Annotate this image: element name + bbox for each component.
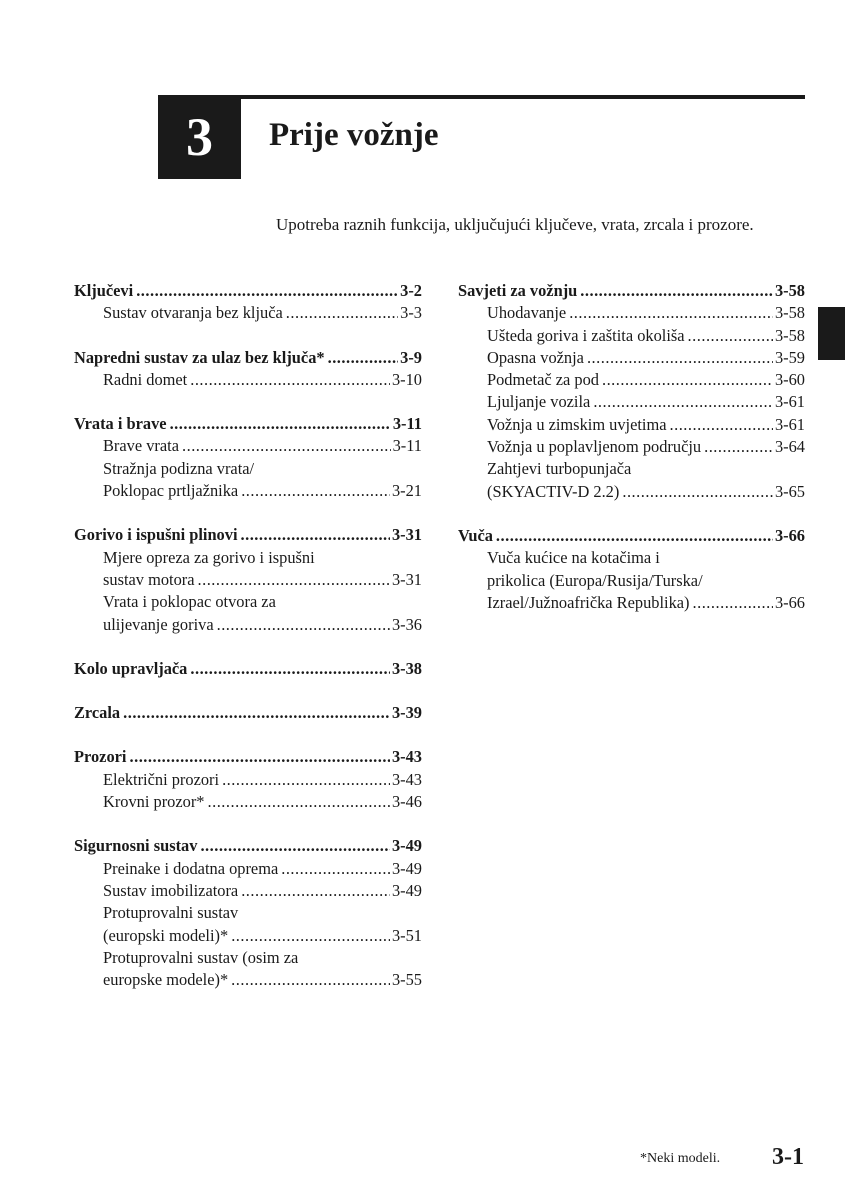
toc-item[interactable] [74, 925, 422, 947]
toc-right-column [458, 280, 805, 636]
toc-item-page: 3-51 [391, 925, 422, 945]
dot-leader [281, 858, 390, 880]
toc-item[interactable] [458, 347, 805, 369]
toc-item-text: Mjere opreza za gorivo i ispušni [103, 547, 315, 567]
chapter-header-rule [158, 95, 805, 99]
chapter-title: Prije vožnje [269, 117, 439, 153]
toc-item-page: 3-65 [774, 481, 805, 501]
toc-item-text: prikolica (Europa/Rusija/Turska/ [487, 570, 703, 590]
toc-heading-label: Vrata i brave [74, 414, 167, 434]
toc-heading-label: Kolo upravljača [74, 658, 188, 678]
toc-section [458, 280, 805, 503]
toc-heading[interactable] [74, 524, 422, 546]
dot-leader [688, 325, 773, 347]
dot-leader [328, 347, 399, 369]
toc-item-page: 3-61 [774, 392, 805, 412]
toc-item-label: Poklopac prtljažnika [103, 481, 239, 501]
toc-item-label: Sustav imobilizatora [103, 880, 239, 900]
toc-heading-label: Napredni sustav za ulaz bez ključa* [74, 347, 325, 367]
toc-heading-page: 3-49 [391, 836, 422, 856]
toc-item-label: Električni prozori [103, 769, 220, 789]
toc-item[interactable] [74, 769, 422, 791]
toc-item-page: 3-64 [774, 437, 805, 457]
chapter-intro: Upotreba raznih funkcija, uključujući ključeve, vrata, zrcala i prozore. [276, 215, 754, 234]
toc-heading[interactable] [74, 658, 422, 680]
toc-item-label: Preinake i dodatna oprema [103, 858, 279, 878]
chapter-number: 3 [186, 107, 213, 167]
toc-section [74, 280, 422, 325]
toc-item-label: (europski modeli)* [103, 925, 229, 945]
toc-heading-label: Prozori [74, 747, 127, 767]
toc-item-label: Izrael/Južnoafrička Republika) [487, 592, 690, 612]
toc-item-line [74, 547, 422, 569]
toc-item-label: Sustav otvaranja bez ključa [103, 303, 283, 323]
toc-item-label: europske modele)* [103, 970, 229, 990]
toc-heading-page: 3-38 [391, 658, 422, 678]
toc-item-line [74, 591, 422, 613]
dot-leader [622, 481, 773, 503]
toc-item[interactable] [74, 369, 422, 391]
dot-leader [693, 592, 773, 614]
dot-leader [241, 480, 390, 502]
toc-item[interactable] [458, 481, 805, 503]
toc-item-label: sustav motora [103, 569, 195, 589]
toc-section [74, 835, 422, 991]
dot-leader [241, 524, 390, 546]
toc-item-page: 3-66 [774, 592, 805, 612]
footnote: *Neki modeli. [640, 1151, 721, 1166]
toc-item-page: 3-61 [774, 414, 805, 434]
dot-leader [190, 369, 390, 391]
toc-item[interactable] [458, 592, 805, 614]
toc-heading-page: 3-2 [400, 281, 422, 300]
dot-leader [182, 435, 391, 457]
toc-heading[interactable] [74, 413, 422, 435]
toc-item-line [458, 547, 805, 569]
toc-heading[interactable] [74, 347, 422, 369]
toc-heading-label: Gorivo i ispušni plinovi [74, 525, 238, 545]
toc-item-line [74, 458, 422, 480]
toc-heading[interactable] [74, 835, 422, 857]
toc-heading-label: Sigurnosni sustav [74, 836, 198, 856]
toc-item-label: Uhodavanje [487, 303, 567, 323]
toc-item[interactable] [74, 614, 422, 636]
toc-item-label: Krovni prozor* [103, 792, 205, 812]
dot-leader [286, 302, 398, 324]
dot-leader [704, 436, 773, 458]
toc-item-page: 3-11 [392, 436, 422, 456]
toc-item-label: Vožnja u zimskim uvjetima [487, 414, 667, 434]
toc-item-page: 3-55 [391, 970, 422, 990]
toc-item-page: 3-49 [391, 880, 422, 900]
toc-item[interactable] [458, 369, 805, 391]
toc-item-line [74, 902, 422, 924]
toc-heading[interactable] [74, 702, 422, 724]
toc-heading[interactable] [458, 280, 805, 302]
dot-leader [170, 413, 391, 435]
toc-heading-label: Savjeti za vožnju [458, 281, 578, 300]
toc-item[interactable] [458, 414, 805, 436]
dot-leader [231, 969, 390, 991]
toc-item-text: Vuča kućice na kotačima i [487, 548, 660, 568]
dot-leader [222, 769, 390, 791]
toc-item-label: Opasna vožnja [487, 347, 584, 367]
dot-leader [198, 569, 390, 591]
toc-item[interactable] [458, 325, 805, 347]
toc-heading-page: 3-11 [392, 414, 422, 434]
toc-item-label: Radni domet [103, 369, 188, 389]
toc-item-text: Stražnja podizna vrata/ [103, 458, 255, 478]
toc-item-page: 3-49 [391, 858, 422, 878]
toc-item-label: Vožnja u poplavljenom području [487, 437, 702, 457]
toc-item-line [74, 947, 422, 969]
toc-heading-page: 3-31 [391, 525, 422, 545]
toc-heading[interactable] [74, 746, 422, 768]
toc-heading-label: Ključevi [74, 281, 134, 300]
toc-left-column [74, 280, 422, 1013]
toc-heading-label: Zrcala [74, 703, 121, 723]
toc-item-label: ulijevanje goriva [103, 614, 214, 634]
toc-item-label: Brave vrata [103, 436, 179, 456]
chapter-thumb-tab [818, 307, 845, 360]
toc-item[interactable] [458, 436, 805, 458]
dot-leader [136, 280, 398, 302]
toc-item[interactable] [458, 302, 805, 324]
toc-section [74, 413, 422, 502]
toc-item[interactable] [458, 391, 805, 413]
toc-item-page: 3-58 [774, 325, 805, 345]
toc-item-label: (SKYACTIV-D 2.2) [487, 481, 620, 501]
toc-heading-page: 3-9 [400, 347, 422, 367]
dot-leader [241, 880, 390, 902]
toc-item[interactable] [74, 435, 422, 457]
toc-item-line [458, 570, 805, 592]
toc-item-page: 3-43 [391, 769, 422, 789]
toc-item[interactable] [74, 969, 422, 991]
toc-item[interactable] [74, 302, 422, 324]
toc-item-page: 3-36 [391, 614, 422, 634]
toc-section [74, 746, 422, 813]
dot-leader [670, 414, 773, 436]
dot-leader [231, 925, 390, 947]
toc-item-text: Vrata i poklopac otvora za [103, 592, 276, 612]
toc-item-text: Zahtjevi turbopunjača [487, 459, 632, 479]
toc-item-label: Ljuljanje vozila [487, 392, 591, 412]
toc-heading-label: Vuča [458, 525, 493, 545]
toc-item[interactable] [74, 858, 422, 880]
toc-item-page: 3-3 [400, 303, 422, 323]
toc-item-text: Protuprovalni sustav [103, 903, 239, 923]
toc-heading-page: 3-66 [774, 525, 805, 545]
dot-leader [208, 791, 390, 813]
toc-section [74, 347, 422, 392]
dot-leader [593, 391, 773, 413]
toc-item-page: 3-46 [391, 792, 422, 812]
toc-section [74, 524, 422, 635]
toc-heading[interactable] [458, 525, 805, 547]
toc-item-page: 3-59 [774, 347, 805, 367]
toc-section [458, 525, 805, 614]
toc-heading-page: 3-58 [774, 281, 805, 300]
dot-leader [602, 369, 773, 391]
dot-leader [123, 702, 390, 724]
dot-leader [496, 525, 773, 547]
toc-item[interactable] [74, 569, 422, 591]
dot-leader [130, 746, 390, 768]
toc-heading-page: 3-43 [391, 747, 422, 767]
dot-leader [190, 658, 390, 680]
dot-leader [200, 835, 390, 857]
chapter-number-box [158, 95, 241, 179]
toc-item-page: 3-60 [774, 370, 805, 390]
toc-item-line [458, 458, 805, 480]
dot-leader [580, 280, 773, 302]
toc-section [74, 702, 422, 724]
dot-leader [587, 347, 773, 369]
toc-item-label: Podmetač za pod [487, 370, 599, 390]
toc-item-page: 3-31 [391, 569, 422, 589]
toc-heading[interactable] [74, 280, 422, 302]
toc-section [74, 658, 422, 680]
toc-item-page: 3-10 [391, 369, 422, 389]
dot-leader [569, 302, 773, 324]
toc-item[interactable] [74, 791, 422, 813]
dot-leader [217, 614, 390, 636]
page-number: 3-1 [772, 1144, 804, 1170]
toc-heading-page: 3-39 [391, 703, 422, 723]
toc-item-page: 3-58 [774, 303, 805, 323]
toc-item[interactable] [74, 480, 422, 502]
toc-item-text: Protuprovalni sustav (osim za [103, 947, 299, 967]
toc-item[interactable] [74, 880, 422, 902]
toc-item-page: 3-21 [391, 481, 422, 501]
toc-item-label: Ušteda goriva i zaštita okoliša [487, 325, 685, 345]
